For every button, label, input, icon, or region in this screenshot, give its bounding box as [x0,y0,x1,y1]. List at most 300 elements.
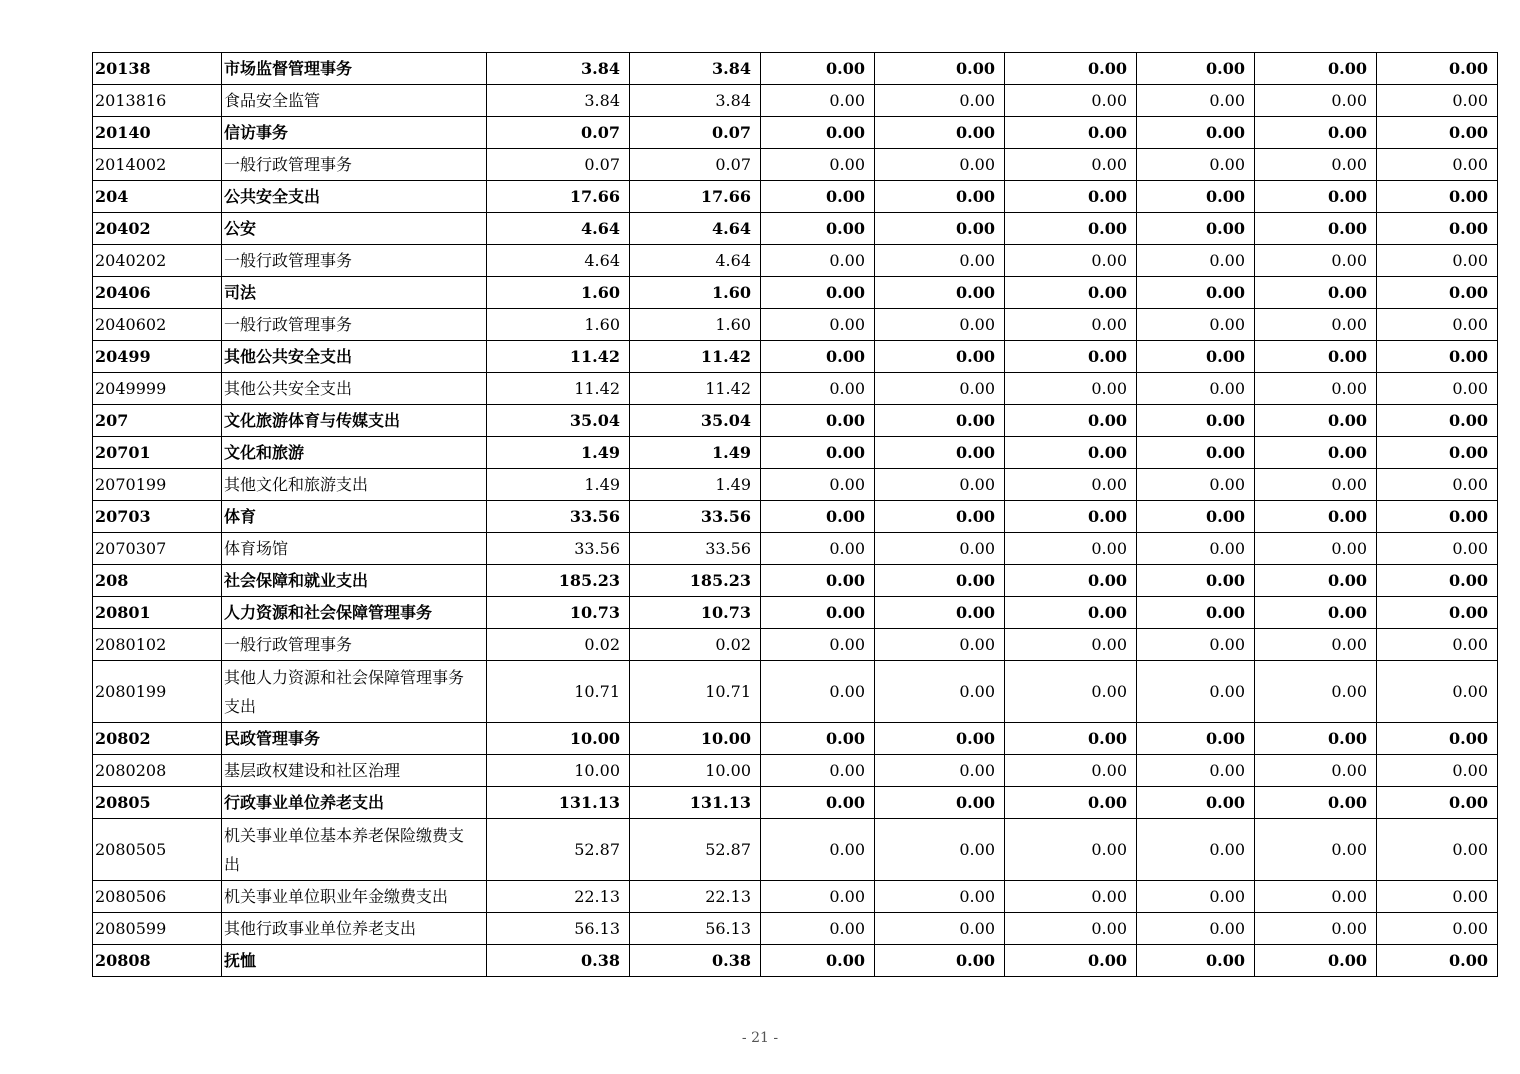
amount-cell: 0.00 [1137,85,1255,117]
amount-cell: 131.13 [630,787,761,819]
amount-cell: 1.60 [487,309,630,341]
subject-code-cell: 20805 [93,787,222,819]
amount-cell: 0.00 [1137,181,1255,213]
page-number: - 21 - [741,1030,779,1046]
amount-cell: 0.00 [1377,405,1498,437]
subject-code-cell: 20801 [93,597,222,629]
amount-cell: 0.00 [1137,597,1255,629]
amount-cell: 0.00 [875,53,1005,85]
amount-cell: 0.00 [1005,405,1137,437]
amount-cell: 1.60 [630,277,761,309]
subject-code-cell: 2040602 [93,309,222,341]
table-row [93,723,1498,755]
amount-cell: 0.00 [1377,373,1498,405]
subject-code-cell: 20402 [93,213,222,245]
amount-cell: 0.00 [761,245,875,277]
table-row [93,501,1498,533]
subject-code-cell: 2080505 [93,819,222,881]
amount-cell: 0.00 [1255,723,1377,755]
amount-cell: 0.00 [875,213,1005,245]
amount-cell: 3.84 [630,53,761,85]
amount-cell: 0.00 [1255,117,1377,149]
amount-cell: 0.00 [1255,309,1377,341]
amount-cell: 131.13 [487,787,630,819]
amount-cell: 10.00 [630,723,761,755]
subject-code-cell: 2070199 [93,469,222,501]
amount-cell: 0.07 [487,117,630,149]
amount-cell: 10.71 [487,661,630,723]
table-row [93,819,1498,881]
amount-cell: 0.00 [1137,309,1255,341]
amount-cell: 0.00 [875,533,1005,565]
table-row [93,277,1498,309]
amount-cell: 0.00 [1005,149,1137,181]
amount-cell: 1.49 [487,469,630,501]
amount-cell: 0.00 [1377,341,1498,373]
amount-cell: 0.00 [875,913,1005,945]
subject-name-cell: 机关事业单位基本养老保险缴费支出 [222,819,487,881]
amount-cell: 0.00 [1255,277,1377,309]
subject-name-cell: 文化旅游体育与传媒支出 [222,405,487,437]
amount-cell: 0.00 [1005,913,1137,945]
amount-cell: 0.00 [1005,787,1137,819]
subject-code-cell: 204 [93,181,222,213]
amount-cell: 0.00 [761,501,875,533]
amount-cell: 1.60 [487,277,630,309]
table-row [93,149,1498,181]
amount-cell: 0.00 [761,309,875,341]
amount-cell: 0.00 [1137,373,1255,405]
amount-cell: 0.00 [875,373,1005,405]
table-row [93,405,1498,437]
subject-code-cell: 20701 [93,437,222,469]
amount-cell: 0.00 [1137,755,1255,787]
amount-cell: 0.00 [1377,945,1498,977]
amount-cell: 0.00 [761,723,875,755]
amount-cell: 22.13 [487,881,630,913]
amount-cell: 3.84 [487,53,630,85]
amount-cell: 0.00 [1137,341,1255,373]
amount-cell: 0.00 [1005,629,1137,661]
subject-name-cell: 民政管理事务 [222,723,487,755]
amount-cell: 0.00 [875,181,1005,213]
subject-code-cell: 20138 [93,53,222,85]
subject-name-cell: 社会保障和就业支出 [222,565,487,597]
subject-name-cell: 体育场馆 [222,533,487,565]
amount-cell: 0.00 [1005,181,1137,213]
table-row [93,565,1498,597]
amount-cell: 0.00 [1137,881,1255,913]
amount-cell: 0.00 [875,819,1005,881]
amount-cell: 0.00 [1005,661,1137,723]
amount-cell: 0.00 [761,149,875,181]
amount-cell: 1.49 [630,469,761,501]
amount-cell: 0.38 [630,945,761,977]
amount-cell: 0.00 [875,437,1005,469]
amount-cell: 0.00 [761,213,875,245]
table-row [93,53,1498,85]
subject-code-cell: 2080102 [93,629,222,661]
amount-cell: 0.00 [1255,181,1377,213]
amount-cell: 1.49 [630,437,761,469]
amount-cell: 11.42 [487,373,630,405]
amount-cell: 0.00 [761,661,875,723]
subject-name-cell: 一般行政管理事务 [222,149,487,181]
table-row [93,309,1498,341]
subject-code-cell: 2014002 [93,149,222,181]
amount-cell: 0.00 [1005,533,1137,565]
amount-cell: 0.02 [487,629,630,661]
amount-cell: 0.00 [1137,277,1255,309]
subject-code-cell: 2070307 [93,533,222,565]
table-row [93,913,1498,945]
amount-cell: 0.00 [1377,309,1498,341]
table-row [93,85,1498,117]
amount-cell: 0.00 [1137,405,1255,437]
amount-cell: 33.56 [630,501,761,533]
subject-name-cell: 公共安全支出 [222,181,487,213]
amount-cell: 10.00 [630,755,761,787]
amount-cell: 0.00 [1377,85,1498,117]
amount-cell: 0.00 [1005,597,1137,629]
table-row [93,469,1498,501]
amount-cell: 0.00 [761,341,875,373]
amount-cell: 0.00 [875,661,1005,723]
amount-cell: 10.00 [487,755,630,787]
table-row [93,181,1498,213]
amount-cell: 0.00 [1137,913,1255,945]
amount-cell: 33.56 [630,533,761,565]
amount-cell: 0.00 [1377,501,1498,533]
table-row [93,117,1498,149]
table-row [93,341,1498,373]
amount-cell: 0.00 [1005,53,1137,85]
amount-cell: 0.00 [1005,881,1137,913]
amount-cell: 0.00 [1255,945,1377,977]
subject-name-cell: 一般行政管理事务 [222,629,487,661]
subject-code-cell: 2080199 [93,661,222,723]
table-row [93,945,1498,977]
subject-name-cell: 一般行政管理事务 [222,309,487,341]
amount-cell: 10.71 [630,661,761,723]
amount-cell: 0.00 [761,945,875,977]
amount-cell: 0.00 [875,723,1005,755]
subject-code-cell: 2013816 [93,85,222,117]
subject-name-cell: 人力资源和社会保障管理事务 [222,597,487,629]
amount-cell: 0.00 [1005,565,1137,597]
table-row [93,787,1498,819]
amount-cell: 0.00 [1005,245,1137,277]
amount-cell: 0.00 [761,469,875,501]
amount-cell: 0.00 [1377,213,1498,245]
subject-code-cell: 20802 [93,723,222,755]
amount-cell: 0.00 [1255,245,1377,277]
subject-code-cell: 2040202 [93,245,222,277]
amount-cell: 0.00 [1377,819,1498,881]
amount-cell: 0.00 [1377,661,1498,723]
subject-name-cell: 抚恤 [222,945,487,977]
subject-name-cell: 市场监督管理事务 [222,53,487,85]
amount-cell: 0.00 [875,565,1005,597]
amount-cell: 0.00 [875,149,1005,181]
amount-cell: 10.73 [630,597,761,629]
amount-cell: 0.00 [1137,469,1255,501]
amount-cell: 0.00 [1137,629,1255,661]
amount-cell: 0.38 [487,945,630,977]
amount-cell: 0.00 [761,277,875,309]
amount-cell: 185.23 [630,565,761,597]
amount-cell: 0.00 [1377,437,1498,469]
amount-cell: 0.00 [761,597,875,629]
amount-cell: 0.00 [761,629,875,661]
amount-cell: 4.64 [487,213,630,245]
subject-name-cell: 公安 [222,213,487,245]
table-row [93,437,1498,469]
amount-cell: 33.56 [487,501,630,533]
amount-cell: 0.00 [1005,85,1137,117]
amount-cell: 0.00 [761,85,875,117]
amount-cell: 0.07 [487,149,630,181]
amount-cell: 0.00 [1255,533,1377,565]
amount-cell: 0.00 [1255,149,1377,181]
amount-cell: 0.00 [1377,881,1498,913]
amount-cell: 0.00 [875,501,1005,533]
amount-cell: 4.64 [487,245,630,277]
amount-cell: 0.00 [761,819,875,881]
amount-cell: 0.00 [1005,341,1137,373]
amount-cell: 0.00 [1005,373,1137,405]
amount-cell: 0.00 [875,277,1005,309]
amount-cell: 0.00 [761,533,875,565]
amount-cell: 0.00 [875,629,1005,661]
amount-cell: 0.00 [1255,501,1377,533]
subject-name-cell: 食品安全监管 [222,85,487,117]
amount-cell: 0.00 [1377,245,1498,277]
amount-cell: 0.00 [761,373,875,405]
table-row [93,597,1498,629]
amount-cell: 0.00 [1377,181,1498,213]
amount-cell: 0.00 [1255,437,1377,469]
amount-cell: 3.84 [630,85,761,117]
amount-cell: 4.64 [630,213,761,245]
amount-cell: 0.00 [1377,755,1498,787]
amount-cell: 0.07 [630,117,761,149]
amount-cell: 0.00 [1005,501,1137,533]
amount-cell: 0.00 [761,53,875,85]
amount-cell: 0.00 [1005,437,1137,469]
amount-cell: 52.87 [487,819,630,881]
amount-cell: 0.00 [1137,661,1255,723]
subject-name-cell: 其他行政事业单位养老支出 [222,913,487,945]
subject-name-cell: 体育 [222,501,487,533]
amount-cell: 0.00 [1255,53,1377,85]
subject-code-cell: 20140 [93,117,222,149]
subject-code-cell: 208 [93,565,222,597]
amount-cell: 11.42 [630,373,761,405]
amount-cell: 0.00 [1137,501,1255,533]
amount-cell: 35.04 [630,405,761,437]
amount-cell: 0.00 [875,787,1005,819]
amount-cell: 0.07 [630,149,761,181]
subject-code-cell: 2080599 [93,913,222,945]
amount-cell: 185.23 [487,565,630,597]
amount-cell: 0.00 [1377,533,1498,565]
amount-cell: 0.00 [875,117,1005,149]
amount-cell: 0.00 [1137,723,1255,755]
amount-cell: 0.00 [1255,755,1377,787]
table-row [93,755,1498,787]
amount-cell: 0.00 [1137,533,1255,565]
amount-cell: 0.00 [875,881,1005,913]
amount-cell: 0.00 [1377,913,1498,945]
amount-cell: 56.13 [630,913,761,945]
amount-cell: 0.00 [1377,629,1498,661]
amount-cell: 0.00 [761,913,875,945]
amount-cell: 0.00 [1255,629,1377,661]
amount-cell: 0.00 [1255,661,1377,723]
amount-cell: 0.00 [1255,341,1377,373]
amount-cell: 0.00 [1137,437,1255,469]
amount-cell: 0.00 [761,755,875,787]
amount-cell: 0.00 [875,309,1005,341]
subject-name-cell: 文化和旅游 [222,437,487,469]
amount-cell: 0.00 [1005,117,1137,149]
subject-name-cell: 一般行政管理事务 [222,245,487,277]
table-row [93,629,1498,661]
subject-name-cell: 基层政权建设和社区治理 [222,755,487,787]
amount-cell: 0.00 [1377,53,1498,85]
subject-code-cell: 20406 [93,277,222,309]
table-row [93,213,1498,245]
amount-cell: 52.87 [630,819,761,881]
subject-name-cell: 其他公共安全支出 [222,341,487,373]
subject-code-cell: 207 [93,405,222,437]
table-row [93,533,1498,565]
budget-expenditure-table [92,52,1498,977]
amount-cell: 0.00 [761,881,875,913]
amount-cell: 0.00 [761,405,875,437]
amount-cell: 1.60 [630,309,761,341]
amount-cell: 1.49 [487,437,630,469]
amount-cell: 0.00 [1137,213,1255,245]
amount-cell: 0.00 [1377,277,1498,309]
table-row [93,245,1498,277]
amount-cell: 0.00 [1255,405,1377,437]
amount-cell: 0.00 [875,597,1005,629]
amount-cell: 35.04 [487,405,630,437]
amount-cell: 0.00 [1005,819,1137,881]
amount-cell: 0.00 [1005,755,1137,787]
subject-code-cell: 2080208 [93,755,222,787]
subject-name-cell: 信访事务 [222,117,487,149]
amount-cell: 0.00 [761,565,875,597]
amount-cell: 0.00 [1005,469,1137,501]
amount-cell: 0.00 [875,945,1005,977]
amount-cell: 4.64 [630,245,761,277]
amount-cell: 0.00 [1377,597,1498,629]
amount-cell: 0.00 [875,469,1005,501]
amount-cell: 0.00 [1255,881,1377,913]
amount-cell: 0.00 [1005,723,1137,755]
amount-cell: 10.00 [487,723,630,755]
amount-cell: 0.00 [1255,597,1377,629]
subject-name-cell: 其他人力资源和社会保障管理事务支出 [222,661,487,723]
amount-cell: 0.00 [1377,117,1498,149]
amount-cell: 0.00 [761,787,875,819]
amount-cell: 0.00 [1255,85,1377,117]
amount-cell: 0.00 [875,755,1005,787]
subject-code-cell: 20808 [93,945,222,977]
table-row [93,373,1498,405]
amount-cell: 0.00 [875,245,1005,277]
amount-cell: 0.00 [1137,53,1255,85]
amount-cell: 0.00 [875,341,1005,373]
amount-cell: 0.00 [1255,213,1377,245]
amount-cell: 3.84 [487,85,630,117]
amount-cell: 33.56 [487,533,630,565]
amount-cell: 0.00 [1005,277,1137,309]
amount-cell: 17.66 [630,181,761,213]
amount-cell: 0.00 [1005,309,1137,341]
subject-name-cell: 机关事业单位职业年金缴费支出 [222,881,487,913]
subject-name-cell: 其他公共安全支出 [222,373,487,405]
amount-cell: 0.00 [761,181,875,213]
amount-cell: 0.00 [1137,945,1255,977]
amount-cell: 0.00 [1137,245,1255,277]
amount-cell: 11.42 [630,341,761,373]
amount-cell: 0.00 [1377,469,1498,501]
amount-cell: 0.00 [1005,945,1137,977]
amount-cell: 0.00 [1137,117,1255,149]
amount-cell: 0.00 [1255,913,1377,945]
amount-cell: 56.13 [487,913,630,945]
amount-cell: 0.00 [1377,787,1498,819]
amount-cell: 0.00 [1137,149,1255,181]
amount-cell: 0.00 [1255,787,1377,819]
amount-cell: 0.00 [1377,149,1498,181]
amount-cell: 0.00 [1255,469,1377,501]
amount-cell: 0.00 [1255,819,1377,881]
amount-cell: 0.00 [1377,723,1498,755]
amount-cell: 0.00 [761,117,875,149]
amount-cell: 0.00 [1005,213,1137,245]
amount-cell: 0.00 [875,85,1005,117]
amount-cell: 22.13 [630,881,761,913]
amount-cell: 10.73 [487,597,630,629]
table-row [93,661,1498,723]
amount-cell: 0.00 [1255,565,1377,597]
subject-name-cell: 司法 [222,277,487,309]
amount-cell: 0.00 [1377,565,1498,597]
amount-cell: 0.00 [875,405,1005,437]
amount-cell: 0.00 [761,437,875,469]
amount-cell: 17.66 [487,181,630,213]
subject-code-cell: 20703 [93,501,222,533]
subject-code-cell: 2049999 [93,373,222,405]
amount-cell: 0.00 [1137,565,1255,597]
amount-cell: 11.42 [487,341,630,373]
amount-cell: 0.00 [1255,373,1377,405]
subject-name-cell: 行政事业单位养老支出 [222,787,487,819]
table-row [93,881,1498,913]
amount-cell: 0.02 [630,629,761,661]
subject-code-cell: 2080506 [93,881,222,913]
subject-name-cell: 其他文化和旅游支出 [222,469,487,501]
amount-cell: 0.00 [1137,787,1255,819]
amount-cell: 0.00 [1137,819,1255,881]
subject-code-cell: 20499 [93,341,222,373]
table-body [93,53,1498,977]
